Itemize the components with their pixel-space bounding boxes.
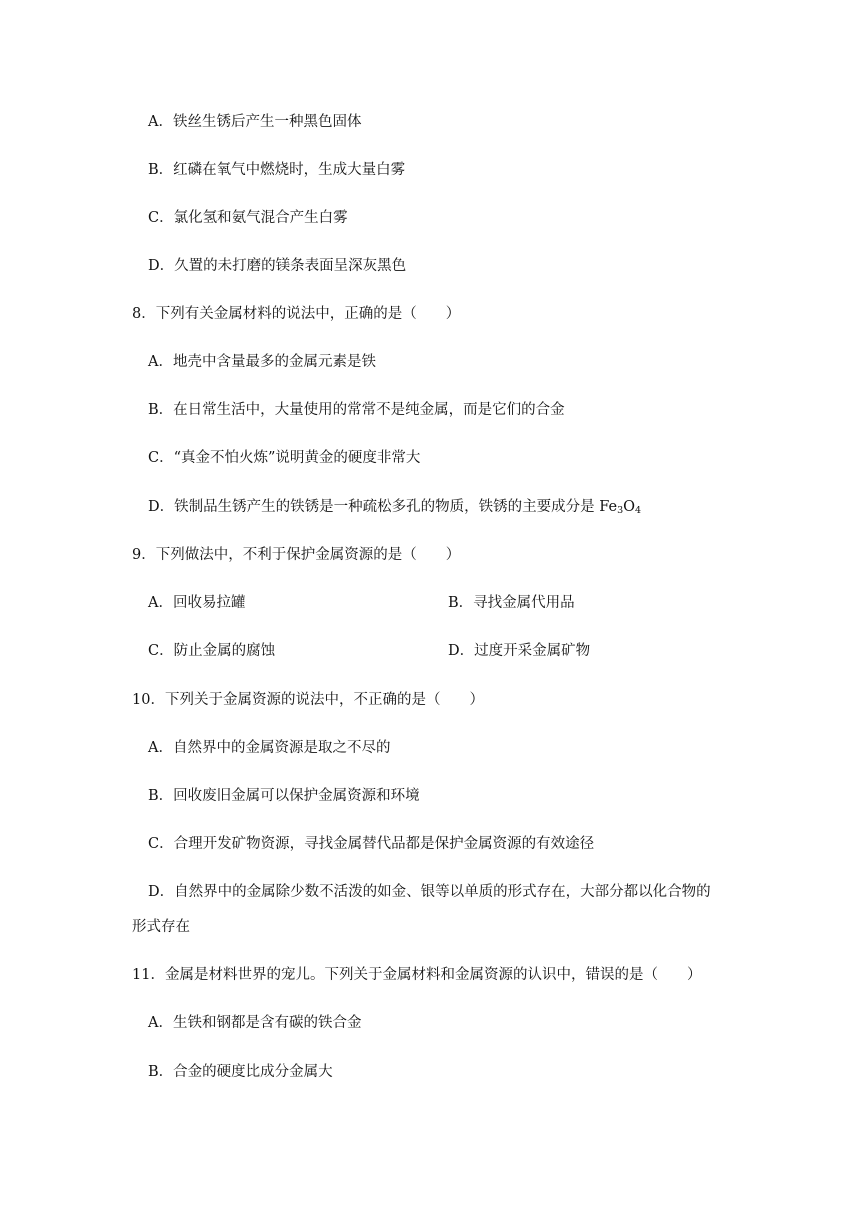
q9-option-c: C．防止金属的腐蚀 — [148, 643, 276, 659]
q8-option-d-text: D．铁制品生锈产生的铁锈是一种疏松多孔的物质，铁锈的主要成分是 Fe — [148, 499, 618, 515]
q10-option-d-line1: D．自然界中的金属除少数不活泼的如金、银等以单质的形式存在，大部分都以化合物的 — [148, 884, 711, 900]
q9-stem: 9．下列做法中，不利于保护金属资源的是（ ） — [132, 547, 461, 563]
q8-stem: 8．下列有关金属材料的说法中，正确的是（ ） — [132, 306, 461, 322]
q10-stem: 10．下列关于金属资源的说法中，不正确的是（ ） — [132, 692, 484, 708]
q11-option-b: B．合金的硬度比成分金属大 — [148, 1064, 333, 1080]
q11-stem: 11．金属是材料世界的宠儿。下列关于金属材料和金属资源的认识中，错误的是（ ） — [132, 967, 702, 983]
q9-option-a: A．回收易拉罐 — [148, 595, 246, 611]
q7-option-d: D．久置的未打磨的镁条表面呈深灰黑色 — [148, 258, 407, 274]
q10-option-d-line2: 形式存在 — [132, 919, 190, 935]
q10-option-a: A．自然界中的金属资源是取之不尽的 — [148, 740, 391, 756]
q10-option-c: C．合理开发矿物资源，寻找金属替代品都是保护金属资源的有效途径 — [148, 836, 595, 852]
q10-option-b: B．回收废旧金属可以保护金属资源和环境 — [148, 788, 420, 804]
q8-formula-o: O — [623, 499, 636, 515]
q11-option-a: A．生铁和钢都是含有碳的铁合金 — [148, 1015, 362, 1031]
q8-option-c: C．“真金不怕火炼”说明黄金的硬度非常大 — [148, 450, 421, 466]
q8-formula-sub-4: 4 — [635, 505, 642, 516]
q8-option-b: B．在日常生活中，大量使用的常常不是纯金属，而是它们的合金 — [148, 402, 565, 418]
q8-formula-sub-3: 3 — [617, 505, 624, 516]
q7-option-a: A．铁丝生锈后产生一种黑色固体 — [148, 114, 362, 130]
q8-option-a: A．地壳中含量最多的金属元素是铁 — [148, 354, 376, 370]
q7-option-b: B．红磷在氧气中燃烧时，生成大量白雾 — [148, 162, 406, 178]
q8-option-d — [148, 497, 641, 517]
q9-option-d: D．过度开采金属矿物 — [448, 643, 591, 659]
q7-option-c: C．氯化氢和氨气混合产生白雾 — [148, 210, 348, 226]
q9-option-b: B．寻找金属代用品 — [448, 595, 575, 611]
